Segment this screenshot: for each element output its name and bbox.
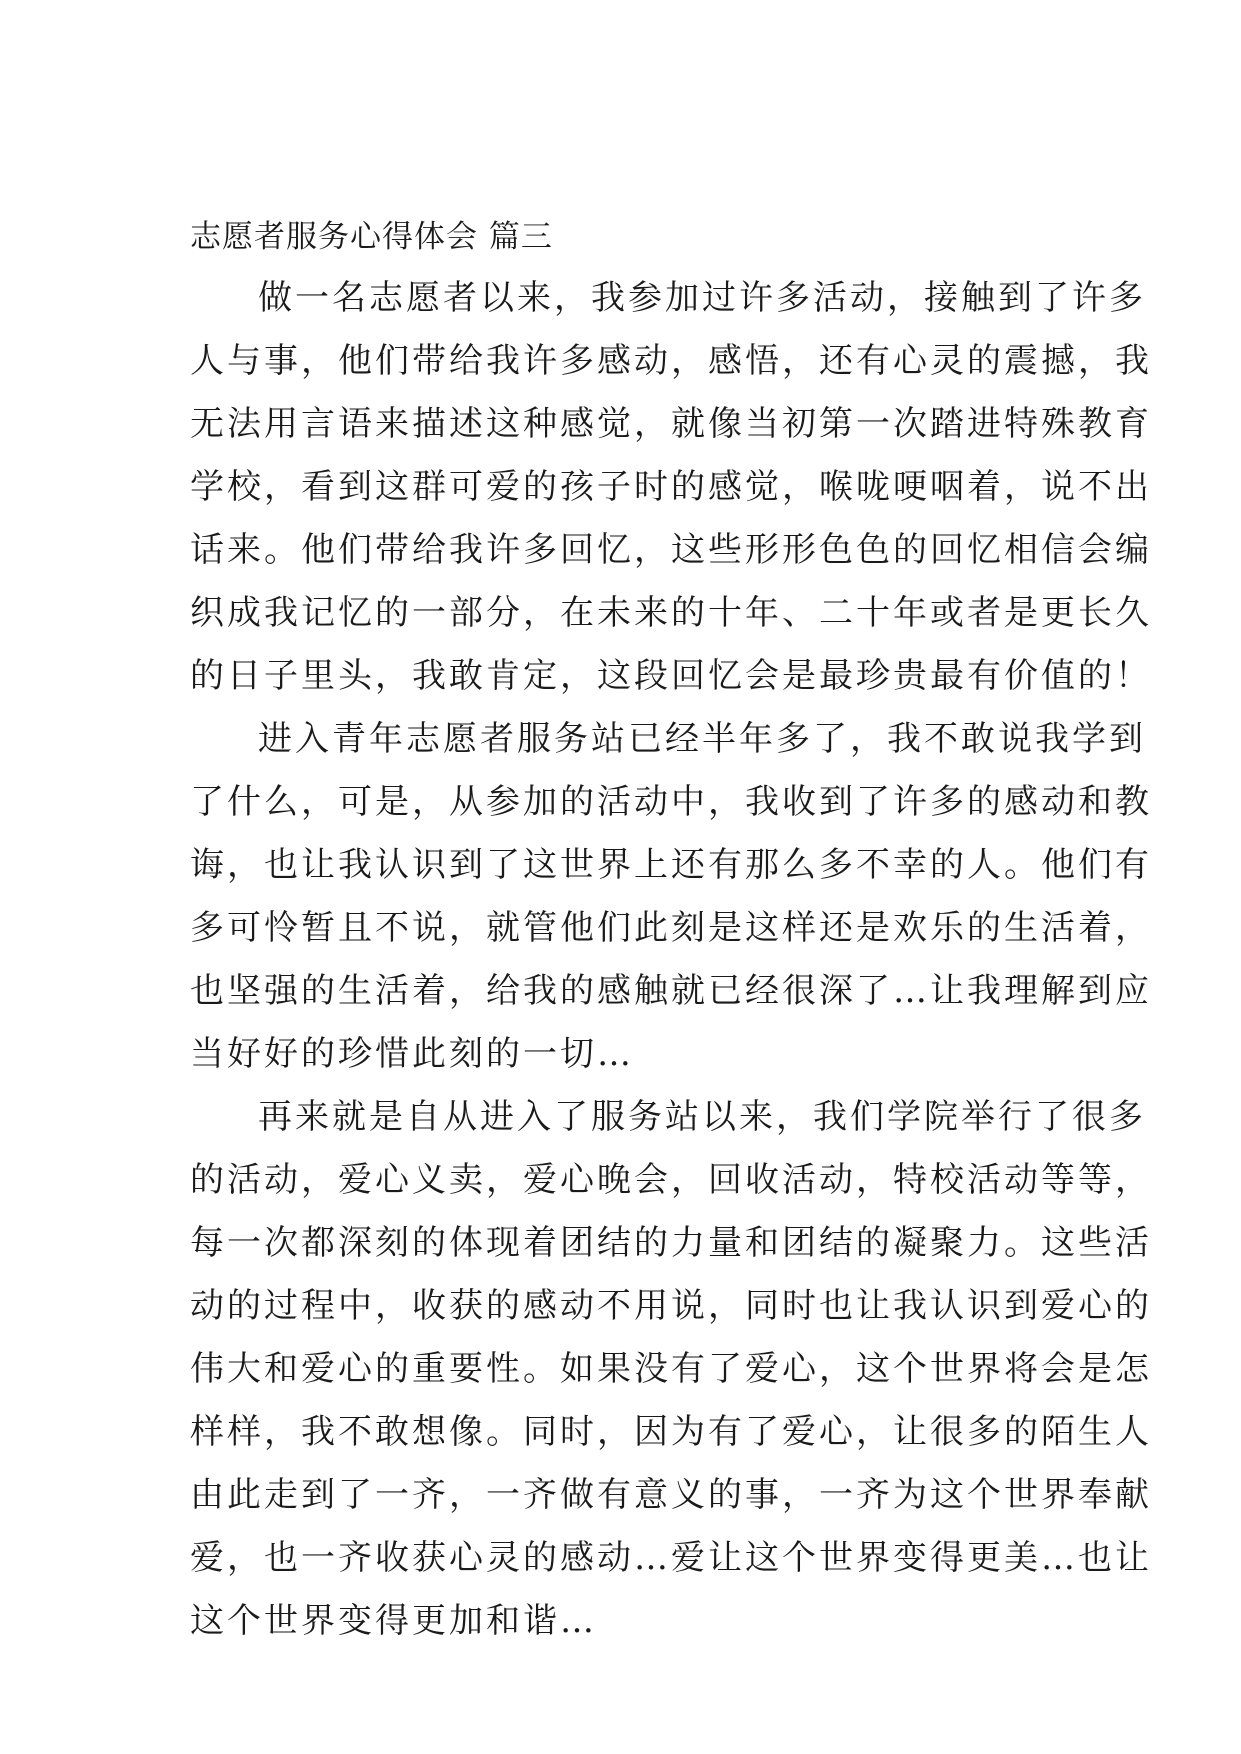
paragraph-3 [190,1086,1152,1653]
paragraph-line: 的日子里头，我敢肯定，这段回忆会是最珍贵最有价值的！ [190,656,1152,696]
paragraph-line: 诲，也让我认识到了这世界上还有那么多不幸的人。他们有 [190,845,1152,885]
paragraph-line: 多可怜暂且不说，就管他们此刻是这样还是欢乐的生活着， [190,908,1152,948]
paragraph-line: 织成我记忆的一部分，在未来的十年、二十年或者是更长久 [190,593,1152,633]
paragraph-line: 这个世界变得更加和谐… [190,1601,597,1641]
paragraph-line: 每一次都深刻的体现着团结的力量和团结的凝聚力。这些活 [190,1223,1152,1263]
paragraph-line: 样样，我不敢想像。同时，因为有了爱心，让很多的陌生人 [190,1412,1152,1452]
document-body [190,218,1152,1653]
paragraph-line: 进入青年志愿者服务站已经半年多了，我不敢说我学到 [258,719,1146,759]
paragraph-line: 人与事，他们带给我许多感动，感悟，还有心灵的震撼，我 [190,341,1152,381]
paragraph-2 [190,708,1152,1086]
paragraph-line: 做一名志愿者以来，我参加过许多活动，接触到了许多 [258,278,1146,318]
paragraph-line: 再来就是自从进入了服务站以来，我们学院举行了很多 [258,1097,1146,1137]
paragraph-line: 也坚强的生活着，给我的感触就已经很深了…让我理解到应 [190,971,1152,1011]
paragraph-line: 了什么，可是，从参加的活动中，我收到了许多的感动和教 [190,782,1152,822]
paragraph-line: 由此走到了一齐，一齐做有意义的事，一齐为这个世界奉献 [190,1475,1152,1515]
paragraph-line: 学校，看到这群可爱的孩子时的感觉，喉咙哽咽着，说不出 [190,467,1152,507]
paragraph-line: 无法用言语来描述这种感觉，就像当初第一次踏进特殊教育 [190,404,1152,444]
paragraph-1 [190,267,1152,708]
paragraph-line: 当好好的珍惜此刻的一切… [190,1034,634,1074]
paragraph-line: 话来。他们带给我许多回忆，这些形形色色的回忆相信会编 [190,530,1152,570]
paragraph-line: 动的过程中，收获的感动不用说，同时也让我认识到爱心的 [190,1286,1152,1326]
document-title: 志愿者服务心得体会 篇三 [190,219,553,255]
paragraph-line: 伟大和爱心的重要性。如果没有了爱心，这个世界将会是怎 [190,1349,1152,1389]
paragraph-line: 爱，也一齐收获心灵的感动…爱让这个世界变得更美…也让 [190,1538,1152,1578]
paragraph-line: 的活动，爱心义卖，爱心晚会，回收活动，特校活动等等， [190,1160,1152,1200]
